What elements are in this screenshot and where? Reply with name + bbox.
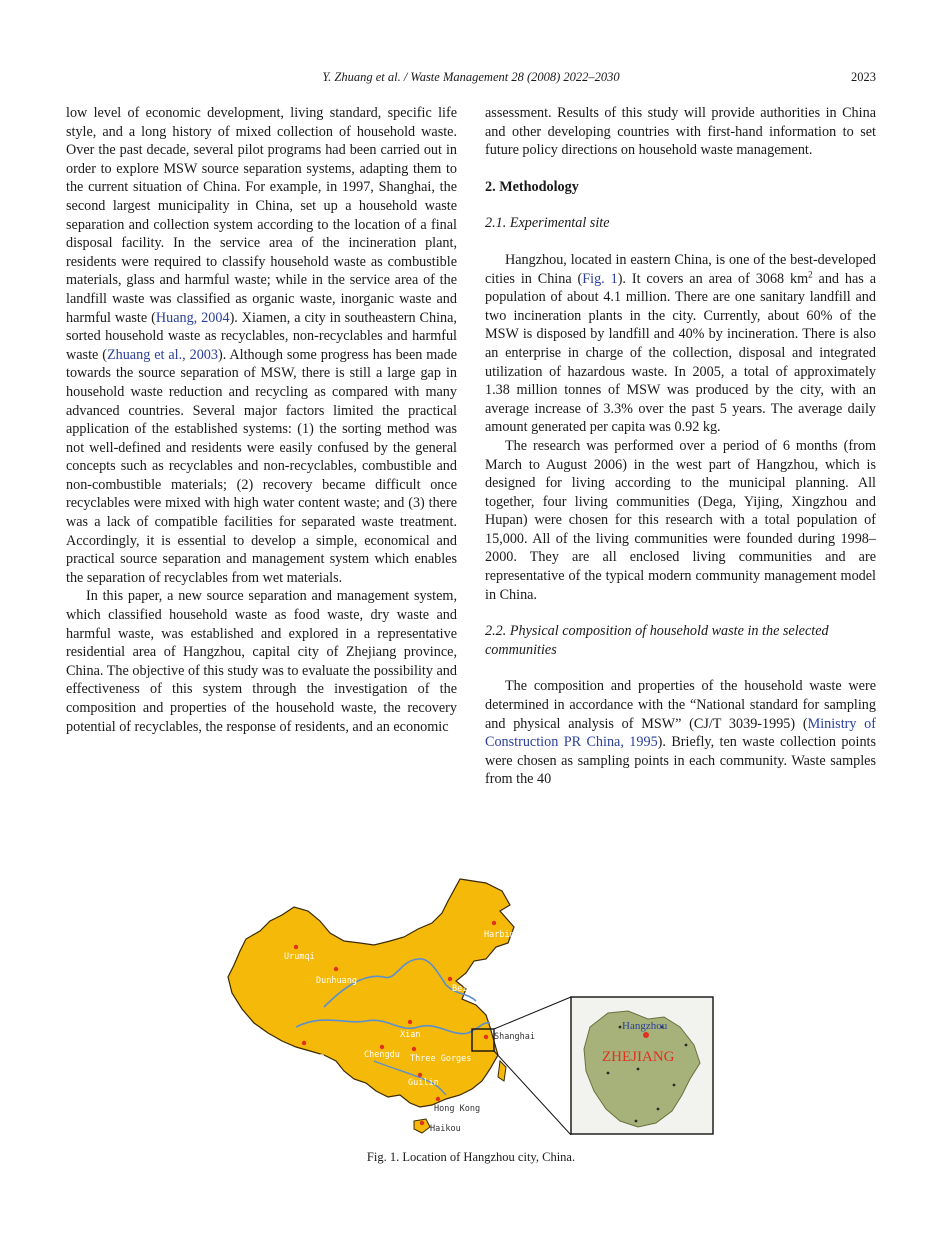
text-run: The composition and properties of the household waste were determined in accordance with the “National standard for sampling and physical analysis of MSW” (CJ/T 3039-1995) ( — [485, 678, 876, 732]
paragraph — [485, 677, 876, 789]
text-run: ). Xiamen, a city in southeastern China, sorted household waste as recyclables, non-recyclables and harmful waste ( — [66, 309, 457, 363]
city-dot-shanghai — [484, 1035, 488, 1039]
figure-link[interactable]: Fig. 1 — [582, 270, 618, 287]
china-location-map — [224, 877, 715, 1135]
city-dot-guilin — [418, 1073, 422, 1077]
text-run: ). It covers an area of 3068 km — [617, 270, 809, 287]
inset-province-label: ZHEJIANG — [602, 1049, 675, 1065]
town-dot — [657, 1108, 660, 1111]
city-dot-urumqi — [294, 945, 298, 949]
paragraph — [485, 251, 876, 437]
town-dot — [673, 1084, 676, 1087]
section-heading: 2. Methodology — [485, 178, 579, 195]
citation-link[interactable]: Zhuang et al., 2003 — [106, 346, 218, 363]
paragraph: In this paper, a new source separation and management system, which classified household waste as food waste, dry waste and harmful waste, was established and explored in a representative residential area of Hangzhou, capital city of Zhejiang province, China. The objective of this study was to evaluate the possibility and effectiveness of this system through the investigation of the composition and properties of the household waste, the recovery potential of recyclables, the response of residents, and an economic — [66, 588, 457, 735]
city-dot-haikou — [420, 1121, 424, 1125]
city-dot-three-gorges — [412, 1047, 416, 1051]
text-run: low level of economic development, living standard, specific life style, and a long history of mixed collection of household waste. Over the past decade, several pilot programs had been carried out in order to explore MSW source separation systems, adapting them to the current situation of China. For example, in 1997, Shanghai, the second largest municipality in China, set up a household waste separation and collection system according to the location of a final disposal facility. In the service area of the incineration plant, residents were required to classify household waste as combustible materials, glass and harmful waste; while in the service area of the landfill waste was classified as organic waste, inorganic waste and harmful waste ( — [66, 105, 457, 326]
city-dot-lasa — [302, 1041, 306, 1045]
city-label-haikou: Haikou — [430, 1124, 461, 1134]
city-label-xian: Xian — [400, 1030, 421, 1040]
city-label-hongkong: Hong Kong — [434, 1104, 481, 1114]
city-label-beijing: Beijing — [452, 984, 488, 994]
subsection-heading: 2.1. Experimental site — [485, 215, 610, 232]
text-run: ). Briefly, ten waste collection points were chosen as sampling points in each community. Waste samples from the 40 — [485, 734, 877, 788]
paragraph — [66, 104, 457, 587]
city-label-dunhuang: Dunhuang — [316, 976, 357, 986]
superscript: 2 — [808, 268, 813, 279]
town-dot — [619, 1026, 622, 1029]
text-run: and has a population of about 4.1 million. There are one sanitary landfill and two incineration plants in the city. Currently, about 60% of the MSW is disposed by landfill and 40% by incineration. There is also an enterprise in charge of the collection, disposal and integrated utilization of hazardous waste. In 2005, a total of approximately 1.38 million tonnes of MSW was produced by the city, with an average increase of 3.3% over the past 5 years. The average daily amount generated per capita was 0.92 kg. — [485, 270, 876, 436]
city-label-harbin: Harbin — [484, 930, 515, 940]
town-dot — [685, 1044, 688, 1047]
left-column — [66, 104, 457, 736]
city-dot-harbin — [492, 921, 496, 925]
page-number: 2023 — [851, 70, 876, 84]
paragraph: assessment. Results of this study will provide authorities in China and other developing countries with first-hand information to set future policy directions on household waste management. — [485, 105, 876, 159]
citation-link[interactable]: Ministry of Construction PR China, 1995 — [485, 715, 876, 751]
figure-caption: Fig. 1. Location of Hangzhou city, China. — [366, 1150, 576, 1164]
running-header — [66, 70, 876, 90]
city-label-chengdu: Chengdu — [364, 1050, 400, 1060]
text-run: Hangzhou, located in eastern China, is one of the best-developed cities in China ( — [485, 251, 876, 287]
text-run: ). Although some progress has been made towards the source separation of MSW, there is still a large gap in household waste reduction and recycling as compared with many advanced countries. Several major factors limited the practical application of the established systems: (1) the sorting method was not well-defined and residents were easily confused by the general concepts such as recyclables and non-recyclables, combustible and non-combustible materials; (2) recovery became difficult once recyclables were mixed with high water content waste; and (3) there was a lack of compatible facilities for separated waste treatment. Accordingly, it is essential to develop a simple, economical and practical source separation and management system which enables the separation of recyclables from wet materials. — [66, 346, 457, 586]
right-column — [485, 104, 876, 789]
hangzhou-dot — [643, 1032, 649, 1038]
city-dot-xian — [408, 1020, 412, 1024]
paragraph: The research was performed over a period of 6 months (from March to August 2006) in the west part of Hangzhou, which is designed for living according to the municipal planning. All together, four living communities (Dega, Yijing, Xingzhou and Hupan) were chosen for this research with a total population of 15,000. All of the living communities were founded during 1998–2000. They are all enclosed living communities and are representative of the typical modern community management model in China. — [485, 437, 876, 603]
subsection-heading: 2.2. Physical composition of household waste in the selected communities — [485, 623, 829, 658]
city-label-lasa: Lasa — [304, 1052, 325, 1062]
city-label-guilin: Guilin — [408, 1078, 439, 1088]
city-dot-beijing — [448, 977, 452, 981]
running-title: Y. Zhuang et al. / Waste Management 28 (2008) 2022–2030 — [322, 70, 620, 84]
city-dot-hongkong — [436, 1097, 440, 1101]
city-label-urumqi: Urumqi — [284, 952, 315, 962]
city-label-shanghai: Shanghai — [494, 1032, 535, 1042]
city-dot-dunhuang — [334, 967, 338, 971]
inset-city-label: Hangzhou — [622, 1020, 668, 1032]
town-dot — [607, 1072, 610, 1075]
citation-link[interactable]: Huang, 2004 — [155, 309, 230, 326]
city-dot-chengdu — [380, 1045, 384, 1049]
town-dot — [637, 1068, 640, 1071]
city-label-three-gorges: Three Gorges — [410, 1054, 472, 1064]
town-dot — [635, 1120, 638, 1123]
